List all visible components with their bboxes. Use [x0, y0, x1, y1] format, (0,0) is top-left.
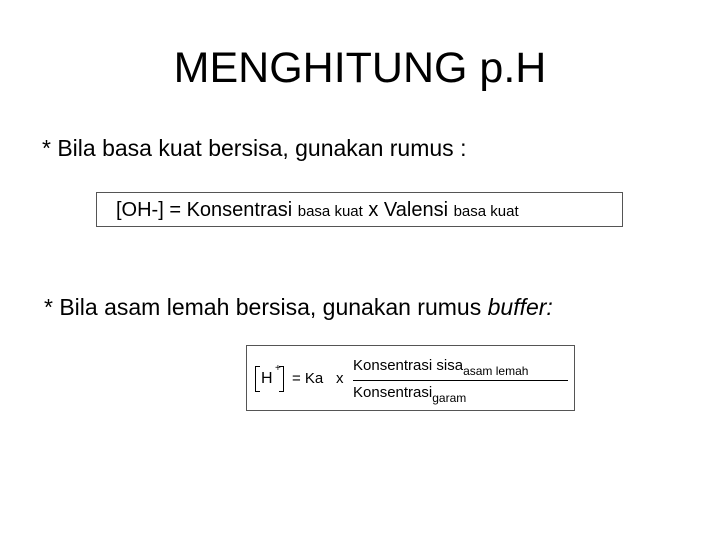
right-bracket: [279, 366, 284, 392]
fraction-bar: [353, 380, 568, 381]
left-bracket: [255, 366, 260, 392]
fraction-numerator: [353, 357, 529, 378]
equals-ka: = Ka: [292, 370, 324, 387]
fraction-denominator: [353, 384, 467, 405]
formula-buffer-box: [246, 345, 575, 411]
bullet-strong-base: * Bila basa kuat bersisa, gunakan rumus :: [42, 135, 467, 161]
times-sign: x: [336, 370, 344, 387]
bullet-weak-acid: [44, 292, 553, 322]
hydrogen-charge: +: [275, 363, 281, 374]
bullet2-text: * Bila asam lemah bersisa, gunakan rumus: [44, 294, 488, 320]
formula-strong-base-box: [96, 192, 623, 227]
formula1-sub1: basa kuat: [297, 203, 363, 220]
numerator-subscript: asam lemah: [463, 364, 529, 378]
numerator-text: Konsentrasi sisa: [353, 357, 464, 374]
hydrogen-symbol: H: [261, 370, 273, 387]
denominator-subscript: garam: [432, 391, 467, 405]
formula1-sub2: basa kuat: [453, 203, 519, 220]
denominator-text: Konsentrasi: [353, 384, 433, 401]
page-title: MENGHITUNG p.H: [173, 44, 547, 92]
bullet2-emphasis: buffer:: [487, 294, 553, 320]
formula1-part2: x Valensi: [362, 199, 454, 221]
formula1-part1: [OH-] = Konsentrasi: [116, 199, 298, 221]
